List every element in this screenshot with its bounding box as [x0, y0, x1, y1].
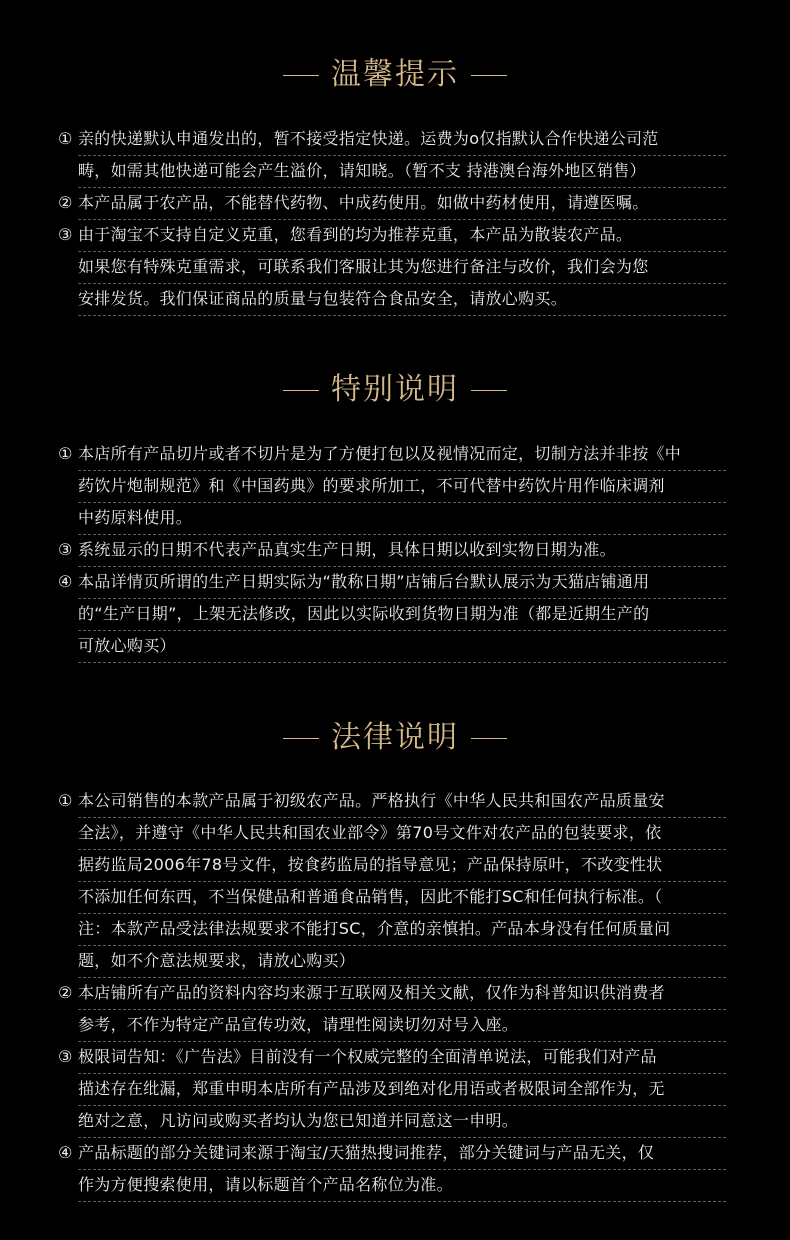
item-text: 描述存在纰漏，郑重申明本店所有产品涉及到绝对化用语或者极限词全部作为，无: [78, 1079, 665, 1098]
list-item: [58, 1042, 726, 1074]
list-item: [78, 471, 726, 503]
list-item: [58, 220, 726, 252]
list-item: [58, 786, 726, 818]
title-dash-left: [283, 738, 319, 739]
section-title-tips: [0, 55, 790, 95]
item-text: 可放心购买）: [78, 636, 176, 655]
list-item: [78, 631, 726, 663]
section-title-text: 温馨提示: [331, 57, 459, 92]
item-text: 本品详情页所谓的生产日期实际为“散称日期”店铺后台默认展示为天猫店铺通用: [78, 572, 650, 591]
list-item: [78, 503, 726, 535]
list-item: [58, 567, 726, 599]
list-item: [78, 914, 726, 946]
item-text: 参考，不作为特定产品宣传功效，请理性阅读切勿对号入座。: [78, 1015, 519, 1034]
item-text: 如果您有特殊克重需求，可联系我们客服让其为您进行备注与改价，我们会为您: [78, 257, 649, 276]
list-item: [78, 882, 726, 914]
title-dash-left: [283, 390, 319, 391]
list-item: [78, 156, 726, 188]
list-item: [78, 1010, 726, 1042]
item-number: ①: [58, 791, 73, 810]
item-text: 据药监局2006年78号文件，按食药监局的指导意见；产品保持原叶，不改变性状: [78, 855, 663, 874]
section-title-text: 法律说明: [331, 720, 459, 755]
list-item: [58, 439, 726, 471]
item-text: 的“生产日期”，上架无法修改，因此以实际收到货物日期为准（都是近期生产的: [78, 604, 650, 623]
list-item: [78, 252, 726, 284]
item-number: ①: [58, 444, 73, 463]
list-item: [78, 818, 726, 850]
item-text: 药饮片炮制规范》和《中国药典》的要求所加工，不可代替中药饮片用作临床调剂: [78, 476, 665, 495]
item-text: 本店所有产品切片或者不切片是为了方便打包以及视情况而定，切制方法并非按《中: [78, 444, 682, 463]
item-text: 全法》，并遵守《中华人民共和国农业部令》第70号文件对农产品的包装要求，依: [78, 823, 662, 842]
title-dash-right: [471, 75, 507, 76]
list-item: [58, 535, 726, 567]
item-text: 畴，如需其他快递可能会产生溢价，请知晓。（暂不支 持港澳台海外地区销售）: [78, 161, 646, 180]
item-text: 安排发货。我们保证商品的质量与包装符合食品安全，请放心购买。: [78, 289, 568, 308]
title-dash-right: [471, 390, 507, 391]
item-number: ②: [58, 193, 73, 212]
section-title-special: [0, 370, 790, 410]
item-text: 本产品属于农产品，不能替代药物、中成药使用。如做中药材使用，请遵医嘱。: [78, 193, 649, 212]
item-number: ③: [58, 225, 73, 244]
item-text: 由于淘宝不支持自定义克重，您看到的均为推荐克重，本产品为散装农产品。: [78, 225, 633, 244]
list-item: [78, 1170, 726, 1202]
title-dash-left: [283, 75, 319, 76]
list-item: [78, 599, 726, 631]
item-number: ④: [58, 1143, 73, 1162]
list-item: [58, 1138, 726, 1170]
list-item: [78, 284, 726, 316]
list-item: [78, 850, 726, 882]
item-text: 不添加任何东西，不当保健品和普通食品销售，因此不能打SC和任何执行标准。（: [78, 887, 663, 906]
item-text: 绝对之意，凡访问或购买者均认为您已知道并同意这一申明。: [78, 1111, 519, 1130]
item-number: ③: [58, 540, 73, 559]
list-item: [78, 946, 726, 978]
list-item: [78, 1074, 726, 1106]
item-text: 本公司销售的本款产品属于初级农产品。严格执行《中华人民共和国农产品质量安: [78, 791, 665, 810]
section-title-legal: [0, 718, 790, 758]
list-item: [58, 978, 726, 1010]
list-item: [58, 188, 726, 220]
item-number: ②: [58, 983, 73, 1002]
title-dash-right: [471, 738, 507, 739]
list-item: [58, 124, 726, 156]
item-text: 系统显示的日期不代表产品真实生产日期，具体日期以收到实物日期为准。: [78, 540, 616, 559]
item-number: ④: [58, 572, 73, 591]
item-text: 本店铺所有产品的资料内容均来源于互联网及相关文献，仅作为科普知识供消费者: [78, 983, 665, 1002]
item-text: 注：本款产品受法律法规要求不能打SC，介意的亲慎拍。产品本身没有任何质量问: [78, 919, 671, 938]
item-text: 题，如不介意法规要求，请放心购买）: [78, 951, 356, 970]
item-text: 作为方便搜索使用，请以标题首个产品名称位为准。: [78, 1175, 453, 1194]
item-number: ①: [58, 129, 73, 148]
item-text: 中药原料使用。: [78, 508, 193, 527]
item-text: 极限词告知：《广告法》目前没有一个权威完整的全面清单说法，可能我们对产品: [78, 1047, 657, 1066]
item-number: ③: [58, 1047, 73, 1066]
item-text: 亲的快递默认申通发出的，暂不接受指定快递。运费为o仅指默认合作快递公司范: [78, 129, 659, 148]
section-title-text: 特别说明: [331, 372, 459, 407]
list-item: [78, 1106, 726, 1138]
item-text: 产品标题的部分关键词来源于淘宝/天猫热搜词推荐，部分关键词与产品无关，仅: [78, 1143, 655, 1162]
